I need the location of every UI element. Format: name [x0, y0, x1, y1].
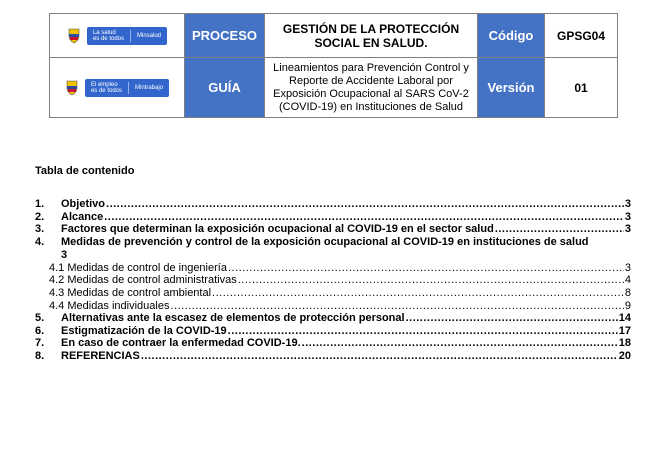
- toc-number: 8.: [35, 349, 45, 362]
- toc-number: 4.: [35, 235, 45, 248]
- logo-text-line2: es de todos: [90, 87, 122, 94]
- toc-page: 3: [61, 248, 68, 261]
- codigo-value: GPSG04: [545, 14, 618, 58]
- toc-page: 3: [624, 210, 631, 223]
- toc-entry-objetivo[interactable]: [35, 198, 631, 211]
- toc-text: Alcance: [61, 210, 104, 223]
- minsalud-logo: [87, 27, 167, 45]
- toc-text: 4.4 Medidas individuales: [49, 299, 170, 312]
- colombia-coat-of-arms-icon: [67, 28, 81, 44]
- toc-leader: [170, 300, 623, 313]
- document-header: [49, 13, 618, 118]
- toc-page: 3: [624, 223, 631, 236]
- toc-page: 3: [624, 198, 631, 210]
- toc-page: 14: [618, 312, 631, 325]
- toc-entry-administrativas[interactable]: [35, 274, 631, 287]
- toc-page: 20: [618, 349, 631, 362]
- toc-number: 7.: [35, 337, 45, 350]
- toc-page: 9: [624, 299, 631, 312]
- toc-leader: [406, 312, 618, 325]
- toc-number: 2.: [35, 210, 45, 223]
- toc-entry-factores[interactable]: [35, 223, 631, 236]
- proceso-label: PROCESO: [185, 14, 265, 58]
- version-value: 01: [545, 58, 618, 118]
- logo-text-line1: La salud: [92, 29, 116, 36]
- toc-text: REFERENCIAS: [61, 349, 140, 362]
- toc-text: 4.1 Medidas de control de ingeniería: [49, 261, 227, 274]
- logo-ministry-name: Mintrabajo: [135, 84, 164, 91]
- toc-text: 4.2 Medidas de control administrativas: [49, 274, 237, 287]
- toc-leader: [238, 274, 624, 287]
- version-label: Versión: [478, 58, 545, 118]
- logo-text-line1: El empleo: [90, 81, 118, 88]
- toc-number: 1.: [35, 198, 45, 210]
- toc-entry-ingenieria[interactable]: [35, 262, 631, 275]
- logo-ministry-name: Minsalud: [137, 32, 162, 39]
- toc-entry-alcance[interactable]: [35, 211, 631, 224]
- toc-text: Medidas de prevención y control de la exposición ocupacional al COVID-19 en instituciones de salud: [61, 235, 589, 248]
- guia-title: Lineamientos para Prevención Control y Reporte de Accidente Laboral por Exposición Ocupacional al SARS CoV-2 (COVID-19) en Instituciones de Salud: [265, 58, 478, 118]
- toc-leader: [228, 262, 624, 275]
- toc-leader: [495, 223, 624, 236]
- toc-text: Factores que determinan la exposición ocupacional al COVID-19 en el sector salud: [61, 223, 494, 236]
- toc-page: 18: [618, 337, 631, 350]
- logo-cell-mintrabajo: [50, 58, 185, 118]
- toc-leader: [104, 211, 624, 224]
- toc-number: 5.: [35, 312, 45, 325]
- guia-label: GUÍA: [185, 58, 265, 118]
- colombia-coat-of-arms-icon: [65, 80, 79, 96]
- mintrabajo-logo: [85, 79, 169, 97]
- toc-leader: [212, 287, 624, 300]
- toc-entry-alternativas[interactable]: [35, 312, 631, 325]
- toc-entry-contraer[interactable]: [35, 337, 631, 350]
- toc-leader: [106, 198, 624, 211]
- toc-entry-ambiental[interactable]: [35, 287, 631, 300]
- codigo-label: Código: [478, 14, 545, 58]
- toc-entry-medidas[interactable]: [35, 236, 631, 262]
- toc-page: 4: [624, 274, 631, 287]
- toc-number: 6.: [35, 324, 45, 337]
- toc-title: Tabla de contenido: [35, 165, 135, 177]
- toc-leader: [141, 350, 618, 363]
- toc-page: 8: [624, 286, 631, 299]
- toc-leader: [228, 325, 618, 338]
- toc-text: Alternativas ante la escasez de elementos de protección personal: [61, 312, 405, 325]
- toc-entry-estigmatizacion[interactable]: [35, 325, 631, 338]
- toc-page: 17: [618, 324, 631, 337]
- toc-text: Objetivo: [61, 198, 106, 210]
- toc-entry-individuales[interactable]: [35, 300, 631, 313]
- toc-page: 3: [624, 261, 631, 274]
- toc-leader: [302, 337, 618, 350]
- logo-cell-minsalud: [50, 14, 185, 58]
- table-of-contents: [35, 198, 631, 363]
- logo-text-line2: es de todos: [92, 35, 124, 42]
- toc-entry-referencias[interactable]: [35, 350, 631, 363]
- toc-text: Estigmatización de la COVID-19: [61, 324, 227, 337]
- toc-text: 4.3 Medidas de control ambiental: [49, 286, 212, 299]
- proceso-title: GESTIÓN DE LA PROTECCIÓN SOCIAL EN SALUD.: [265, 14, 478, 58]
- toc-number: 3.: [35, 223, 45, 236]
- toc-text: En caso de contraer la enfermedad COVID-19.: [61, 337, 301, 350]
